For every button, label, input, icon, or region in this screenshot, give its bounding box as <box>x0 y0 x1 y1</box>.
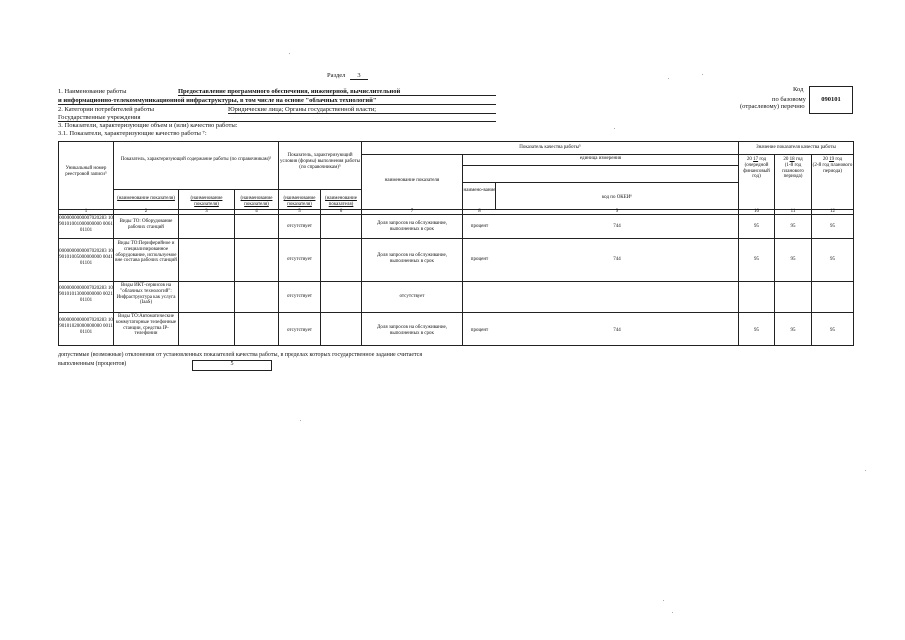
code-label-2: по базовому <box>772 96 806 103</box>
section-number: 3 <box>350 72 368 80</box>
ind-name-4: (наименование показателя) <box>283 196 316 207</box>
header-content-indicator: Показатель, характеризующий содержание работы (по справочникам)⁵ <box>120 157 272 162</box>
table-row-4-okei: 744 <box>613 328 621 333</box>
header-year-3: 20 19 год (2-й год планового периода) <box>812 157 853 174</box>
col-num-9: 9 <box>615 209 619 214</box>
table-row-3-uid: 0000000000007020283 1090101013000000000 002101101 <box>59 286 113 303</box>
deviation-value: 5 <box>230 361 234 367</box>
col-num-11: 11 <box>790 209 796 214</box>
col-num-7: 7 <box>410 209 414 214</box>
table-row-2-value-1: 95 <box>754 257 759 262</box>
table-row-2-value-2: 95 <box>790 257 796 262</box>
header-year-2: 20 18 год (1-й год планового периода) <box>782 157 804 180</box>
table-row-4-value-1: 95 <box>754 328 759 333</box>
section-label-text: Раздел <box>327 72 346 79</box>
work-name-label: 1. Наименование работы <box>58 88 127 95</box>
header-year-1: 20 17 год (очередной финансовый год) <box>743 157 770 180</box>
table-row-1-value-2: 95 <box>790 224 796 229</box>
ind-name-3: (наименование показателя) <box>240 196 273 207</box>
table-row-4-indicator: Доля запросов на обслуживание, выполненных в срок <box>377 325 447 336</box>
header-quality-values: Значение показателя качества работы <box>756 145 836 150</box>
table-row-1-uid: 0000000000007020283 1090101001000000000 006101101 <box>59 216 113 233</box>
table-row-4-content: Виды ТО:Автоматические коммутаторные телефонные станции, средства IP-телефонии <box>115 314 177 337</box>
table-row-3-indicator: отсутствует <box>399 294 425 299</box>
code-value: 090101 <box>821 96 841 103</box>
consumers-label: 2. Категории потребителей работы <box>58 106 155 113</box>
header-indicator-name: наименование показателя <box>384 178 440 183</box>
table-row-4-value-2: 95 <box>790 328 796 333</box>
col-num-3: 3 <box>205 209 208 214</box>
col-num-12: 12 <box>830 209 835 214</box>
table-row-4-uid: 0000000000007020283 1090101020000000000 001101101 <box>59 318 113 335</box>
col-num-2: 2 <box>144 209 148 214</box>
code-box <box>809 86 853 114</box>
table-row-1-content: Виды ТО: Оборудование рабочих станций <box>119 219 173 230</box>
col-num-10: 10 <box>754 209 759 214</box>
ind-name-5: (наименование показателя) <box>325 196 357 207</box>
consumers-line1: Юридические лица; Органы государственной власти; <box>228 106 496 114</box>
table-row-1-condition: отсутствует <box>286 224 312 229</box>
table-row-2-value-3: 95 <box>830 257 835 262</box>
ind-name-1: (наименование показателя) <box>117 196 175 201</box>
table-row-2-condition: отсутствует <box>286 257 312 262</box>
col-num-1: 1 <box>84 209 88 214</box>
header-quality-indicator: Показатель качества работы⁵ <box>519 145 581 150</box>
table-row-4-value-3: 95 <box>830 328 835 333</box>
deviation-value-box <box>192 360 272 371</box>
header-okei-code: код по ОКЕИ⁶ <box>601 195 633 200</box>
table-row-1-okei: 744 <box>613 224 621 229</box>
table-row-1-value-1: 95 <box>754 224 759 229</box>
header-unique-number: Уникальный номер реестровой записи⁵ <box>65 166 107 177</box>
col-num-8: 8 <box>478 209 481 214</box>
header-unit: единица измерения <box>579 156 622 161</box>
consumers-line2: Государственные учреждения <box>58 114 496 122</box>
table-row-1-unit: процент <box>470 224 489 229</box>
table-row-4-condition: отсутствует <box>286 328 312 333</box>
table-row-2-uid: 0000000000007020283 1090101005000000000 004101101 <box>59 249 113 266</box>
table-row-2-content: Виды ТО:Периферийное и специализированное оборудование, используемое вне состава рабочих станций <box>115 241 177 264</box>
table-row-1-value-3: 95 <box>830 224 835 229</box>
table-row-3-condition: отсутствует <box>286 294 312 299</box>
indicators-subheading: 3.1. Показатели, характеризующие качество работы ⁷: <box>58 130 207 137</box>
code-label-1: Код <box>793 86 804 93</box>
table-row-2-unit: процент <box>470 257 489 262</box>
quality-table <box>58 141 854 346</box>
work-name-line2: и информационно-телекоммуникационной инфраструктуры, в том числе на основе "облачных технологий" <box>58 97 496 105</box>
deviation-text-line1: допустимые (возможные) отклонения от установленных показателей качества работы, в пределах которых государственное задание считается <box>58 352 423 358</box>
table-row-2-indicator: Доля запросов на обслуживание, выполненных в срок <box>377 253 447 264</box>
table-row-4-unit: процент <box>470 328 489 333</box>
code-label-3: (отраслевому) перечню <box>740 103 805 110</box>
work-name-line1: Предоставление программного обеспечения, инженерной, вычислительной <box>178 88 496 96</box>
table-row-1-indicator: Доля запросов на обслуживание, выполненных в срок <box>377 221 447 232</box>
col-num-6: 6 <box>339 209 343 214</box>
table-row-3-content: Виды ИКТ-сервисов на "облачных технологий": Инфраструктура как услуга (IaaS) <box>116 283 176 306</box>
header-conditions-indicator: Показатель, характеризующий условия (формы) выполнения работы (по справочникам)⁵ <box>280 153 360 170</box>
col-num-4: 4 <box>255 209 258 214</box>
ind-name-2: (наименование показателя) <box>190 196 223 207</box>
indicators-heading: 3. Показатели, характеризующие объем и (или) качество работы: <box>58 122 238 129</box>
table-row-2-okei: 744 <box>613 257 621 262</box>
deviation-text-line2: выполненным (процентов) <box>58 361 127 367</box>
col-num-5: 5 <box>298 209 301 214</box>
header-unit-name: наимено-вание <box>463 188 496 193</box>
section-label <box>327 72 368 80</box>
